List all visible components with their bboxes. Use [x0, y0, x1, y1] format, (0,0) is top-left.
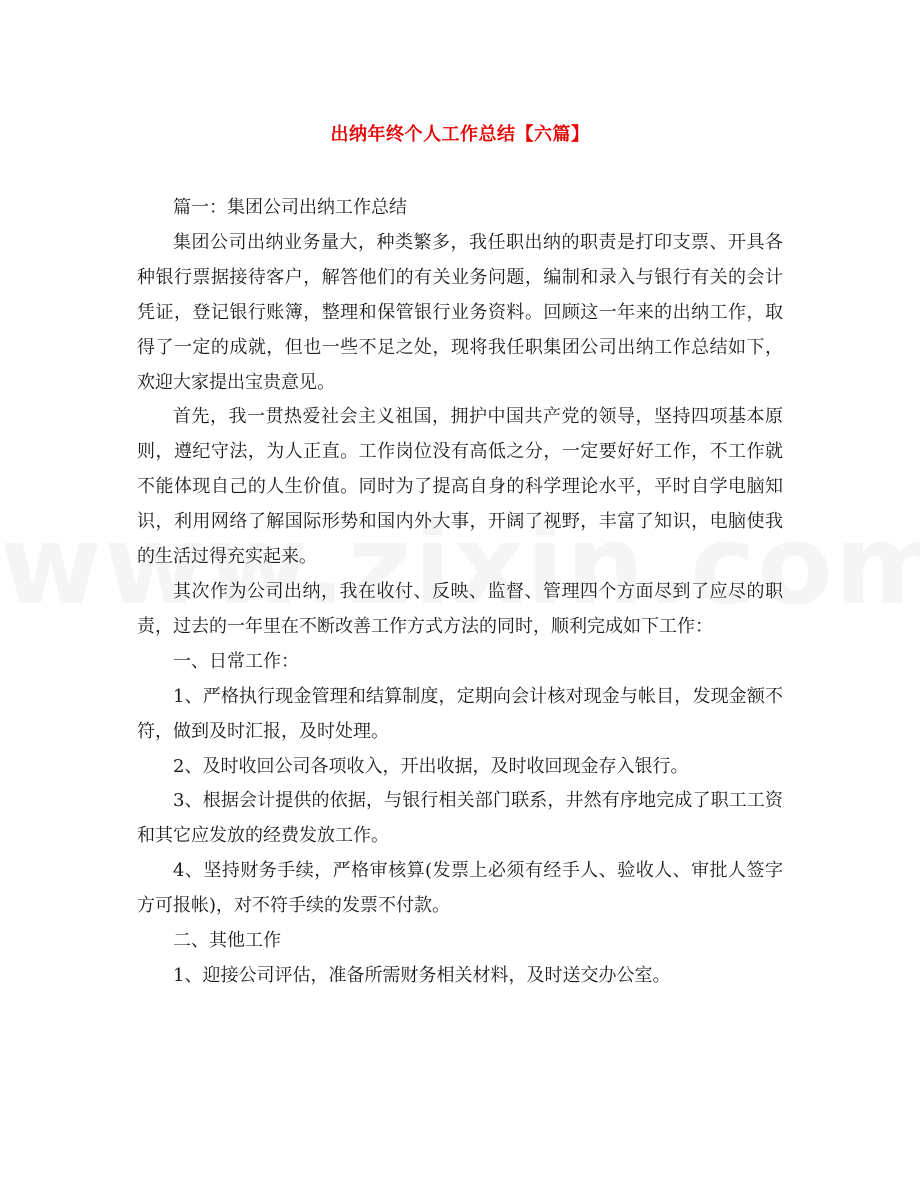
section-heading: 篇一：集团公司出纳工作总结: [173, 197, 407, 218]
list-item: 3、根据会计提供的依据，与银行相关部门联系，井然有序地完成了职工工资和其它应发放的经费发放工作。: [137, 790, 783, 847]
list-item: 4、坚持财务手续，严格审核算(发票上必须有经手人、验收人、审批人签字方可报帐)，对不符手续的发票不付款。: [137, 860, 783, 917]
paragraph: 首先，我一贯热爱社会主义祖国，拥护中国共产党的领导，坚持四项基本原则，遵纪守法，为人正直。工作岗位没有高低之分，一定要好好工作，不工作就不能体现自己的人生价值。同时为了提高自身的科学理论水平，平时自学电脑知识，利用网络了解国际形势和国内外大事，开阔了视野，丰富了知识，电脑使我的生活过得充实起来。: [137, 406, 783, 568]
list-item: 1、严格执行现金管理和结算制度，定期向会计核对现金与帐目，发现金额不符，做到及时汇报，及时处理。: [137, 685, 783, 742]
subsection-heading: 二、其他工作: [173, 930, 281, 952]
list-item: 1、迎接公司评估，准备所需财务相关材料，及时送交办公室。: [173, 964, 671, 986]
subsection-heading: 一、日常工作：: [173, 650, 299, 672]
document-body: [137, 191, 783, 994]
paragraph: 其次作为公司出纳，我在收付、反映、监督、管理四个方面尽到了应尽的职责，过去的一年里在不断改善工作方式方法的同时，顺利完成如下工作：: [137, 580, 783, 637]
list-item: 2、及时收回公司各项收入，开出收据，及时收回现金存入银行。: [173, 755, 689, 777]
document-title: 出纳年终个人工作总结【六篇】: [330, 124, 590, 145]
paragraph: 集团公司出纳业务量大，种类繁多，我任职出纳的职责是打印支票、开具各种银行票据接待客户，解答他们的有关业务问题，编制和录入与银行有关的会计凭证，登记银行账簿，整理和保管银行业务资料。回顾这一年来的出纳工作，取得了一定的成就，但也一些不足之处，现将我任职集团公司出纳工作总结如下，欢迎大家提出宝贵意见。: [137, 231, 783, 393]
